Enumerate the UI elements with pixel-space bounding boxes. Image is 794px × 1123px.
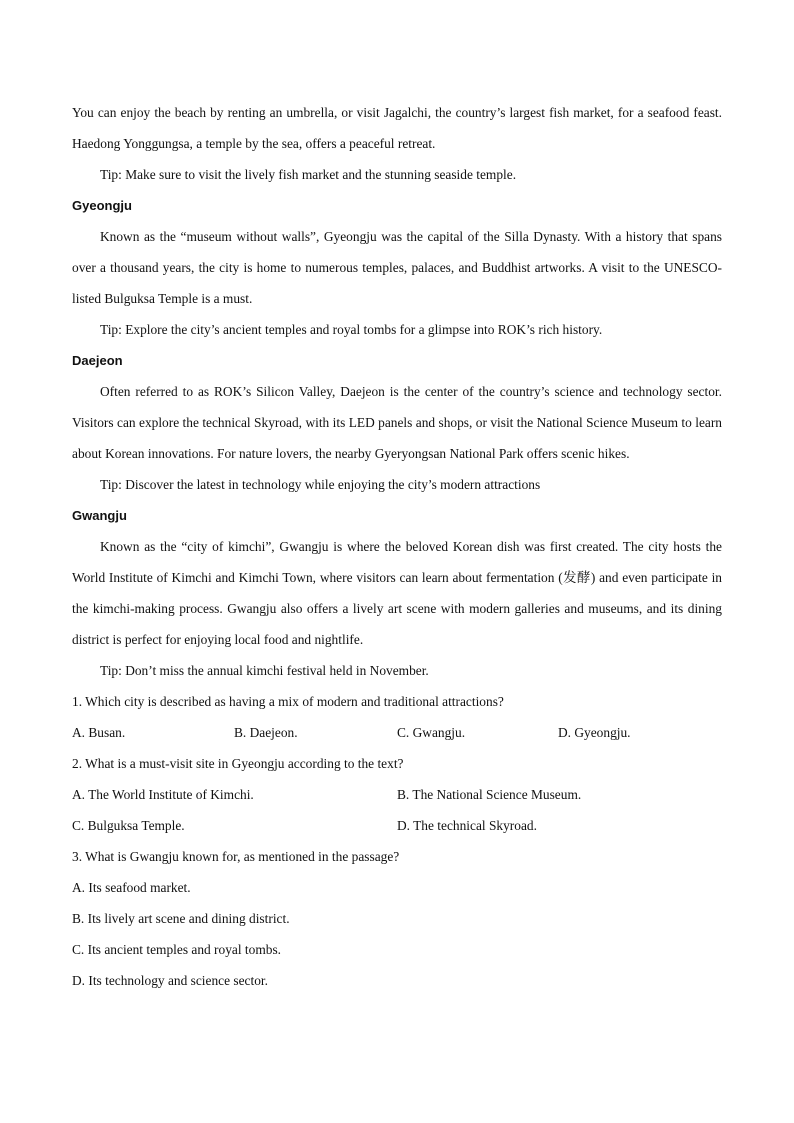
busan-tip: Tip: Make sure to visit the lively fish market and the stunning seaside temple.: [100, 167, 517, 182]
question-3-option-d: D. Its technology and science sector.: [72, 973, 268, 988]
question-1-option-b: B. Daejeon.: [234, 725, 298, 740]
question-3-option-a: A. Its seafood market.: [72, 880, 191, 895]
daejeon-paragraph: Often referred to as ROK’s Silicon Valley, Daejeon is the center of the country’s science and technology sector. Visitors can explore the technical Skyroad, with its LED panels and shops, or visit the National Science Museum to learn about Korean innovations. For nature lovers, the nearby Gyeryongsan National Park offers scenic hikes.: [72, 384, 722, 461]
question-1-options: [72, 717, 722, 748]
gyeongju-paragraph: Known as the “museum without walls”, Gyeongju was the capital of the Silla Dynasty. With a history that spans over a thousand years, the city is home to numerous temples, palaces, and Buddhist artworks. A visit to the UNESCO-listed Bulguksa Temple is a must.: [72, 229, 722, 306]
gwangju-tip: Tip: Don’t miss the annual kimchi festival held in November.: [100, 663, 429, 678]
question-3-option-c: C. Its ancient temples and royal tombs.: [72, 942, 281, 957]
question-1-stem: 1. Which city is described as having a mix of modern and traditional attractions?: [72, 694, 504, 709]
gyeongju-heading: Gyeongju: [72, 198, 132, 213]
question-1-option-a: A. Busan.: [72, 725, 126, 740]
document-page: [72, 97, 722, 996]
question-2-option-a: A. The World Institute of Kimchi.: [72, 787, 254, 802]
daejeon-heading: Daejeon: [72, 353, 123, 368]
question-1-option-d: D. Gyeongju.: [558, 725, 631, 740]
question-2-option-b: B. The National Science Museum.: [397, 787, 582, 802]
question-2-option-c: C. Bulguksa Temple.: [72, 818, 185, 833]
question-2-stem: 2. What is a must-visit site in Gyeongju according to the text?: [72, 756, 404, 771]
question-1-option-c: C. Gwangju.: [397, 725, 466, 740]
gwangju-paragraph: Known as the “city of kimchi”, Gwangju is where the beloved Korean dish was first created. The city hosts the World Institute of Kimchi and Kimchi Town, where visitors can learn about fermentation (发酵) and even participate in the kimchi-making process. Gwangju also offers a lively art scene with modern galleries and museums, and its dining district is perfect for enjoying local food and nightlife.: [72, 539, 722, 647]
gwangju-heading: Gwangju: [72, 508, 127, 523]
question-2-option-d: D. The technical Skyroad.: [397, 818, 537, 833]
gyeongju-tip: Tip: Explore the city’s ancient temples and royal tombs for a glimpse into ROK’s rich history.: [100, 322, 603, 337]
busan-paragraph: You can enjoy the beach by renting an umbrella, or visit Jagalchi, the country’s largest fish market, for a seafood feast. Haedong Yonggungsa, a temple by the sea, offers a peaceful retreat.: [72, 105, 722, 151]
question-2-options: [72, 779, 722, 841]
question-3-stem: 3. What is Gwangju known for, as mentioned in the passage?: [72, 849, 400, 864]
question-3-option-b: B. Its lively art scene and dining district.: [72, 911, 290, 926]
daejeon-tip: Tip: Discover the latest in technology while enjoying the city’s modern attractions: [100, 477, 541, 492]
